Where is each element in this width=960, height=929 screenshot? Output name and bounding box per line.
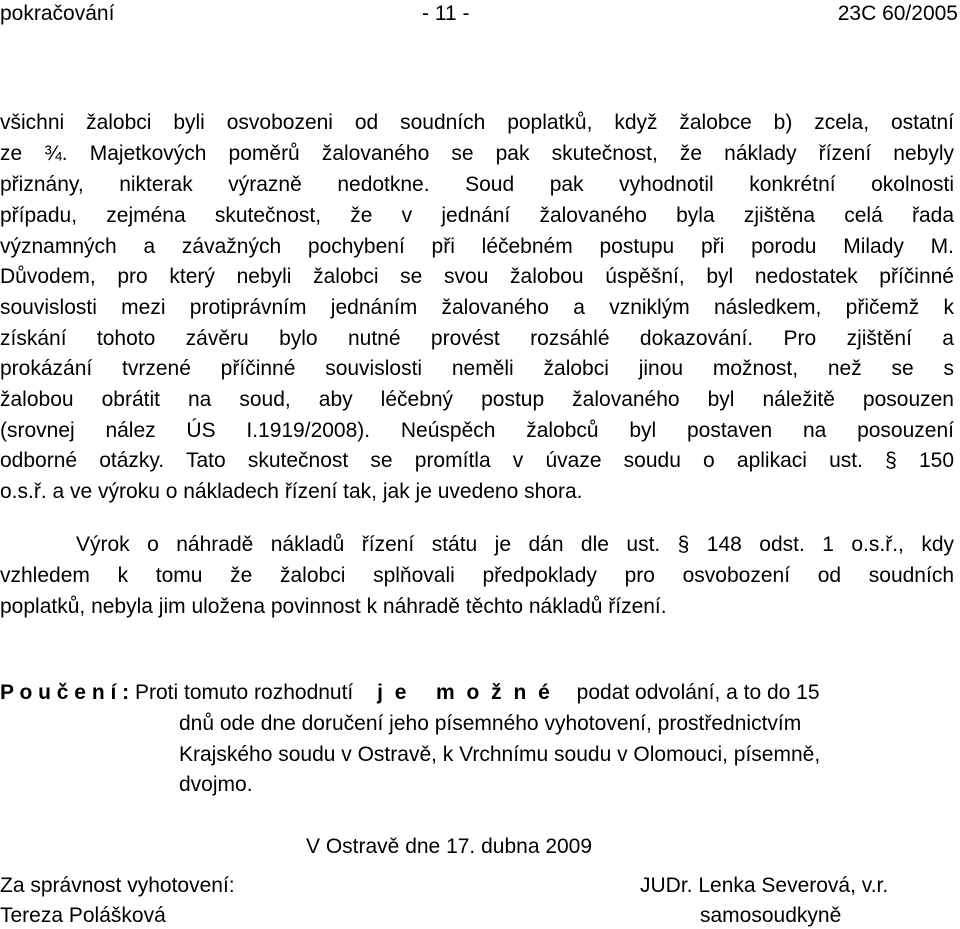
text-line: (srovnej nález ÚS I.1919/2008). Neúspěch žalobců byl postaven na posouzení xyxy=(0,419,954,442)
text-line: vzhledem k tomu že žalobci splňovali předpoklady pro osvobození od soudních xyxy=(0,564,954,587)
instruction-text-after: podat odvolání, a to do 15 xyxy=(576,681,820,704)
place-date: V Ostravě dne 17. dubna 2009 xyxy=(306,835,593,858)
instruction-line: dvojmo. xyxy=(179,773,253,796)
instruction-line: Krajského soudu v Ostravě, k Vrchnímu soudu v Olomouci, písemně, xyxy=(179,743,821,766)
instruction-emphasis: j e m o ž n é xyxy=(377,681,553,704)
case-number: 23C 60/2005 xyxy=(837,2,958,25)
judge-name: JUDr. Lenka Severová, v.r. xyxy=(640,874,889,897)
text-line: prokázání tvrzené příčinné souvislosti neměli žalobci jinou možnost, než se s xyxy=(0,357,954,380)
page-number: - 11 - xyxy=(422,2,470,25)
text-line: Důvodem, pro který nebyli žalobci se svou žalobou úspěšní, byl nedostatek příčinné xyxy=(0,265,954,288)
instruction-label: P o u č e n í : xyxy=(0,681,130,704)
text-line: o.s.ř. a ve výroku o nákladech řízení tak, jak je uvedeno shora. xyxy=(0,480,583,503)
text-line: odborné otázky. Tato skutečnost se promítla v úvaze soudu o aplikaci ust. § 150 xyxy=(0,449,954,472)
judge-title: samosoudkyně xyxy=(700,904,842,927)
text-line: Výrok o náhradě nákladů řízení státu je dán dle ust. § 148 odst. 1 o.s.ř., kdy xyxy=(76,533,954,556)
header-left: pokračování xyxy=(0,2,115,25)
text-line: žalobou obrátit na soud, aby léčebný postup žalovaného byl náležitě posouzen xyxy=(0,388,954,411)
instruction-first-line xyxy=(0,680,954,706)
certification-label: Za správnost vyhotovení: xyxy=(0,874,235,897)
instruction-text-before: Proti tomuto rozhodnutí xyxy=(134,681,354,704)
text-line: získání tohoto závěru bylo nutné provést rozsáhlé dokazování. Pro zjištění a xyxy=(0,327,954,350)
text-line: přiznány, nikterak výrazně nedotkne. Soud pak vyhodnotil konkrétní okolnosti xyxy=(0,173,954,196)
text-line: všichni žalobci byli osvobozeni od soudních poplatků, když žalobce b) zcela, ostatní xyxy=(0,111,954,134)
instruction-line: dnů ode dne doručení jeho písemného vyhotovení, prostřednictvím xyxy=(179,712,802,735)
certifier-name: Tereza Polášková xyxy=(0,904,166,927)
text-line: případu, zejména skutečnost, že v jednání žalovaného byla zjištěna celá řada xyxy=(0,204,954,227)
text-line: ze ¾. Majetkových poměrů žalovaného se pak skutečnost, že náklady řízení nebyly xyxy=(0,142,954,165)
text-line: souvislosti mezi protiprávním jednáním žalovaného a vzniklým následkem, přičemž k xyxy=(0,296,954,319)
text-line: poplatků, nebyla jim uložena povinnost k náhradě těchto nákladů řízení. xyxy=(0,595,667,618)
text-line: významných a závažných pochybení při léčebném postupu při porodu Milady M. xyxy=(0,235,954,258)
